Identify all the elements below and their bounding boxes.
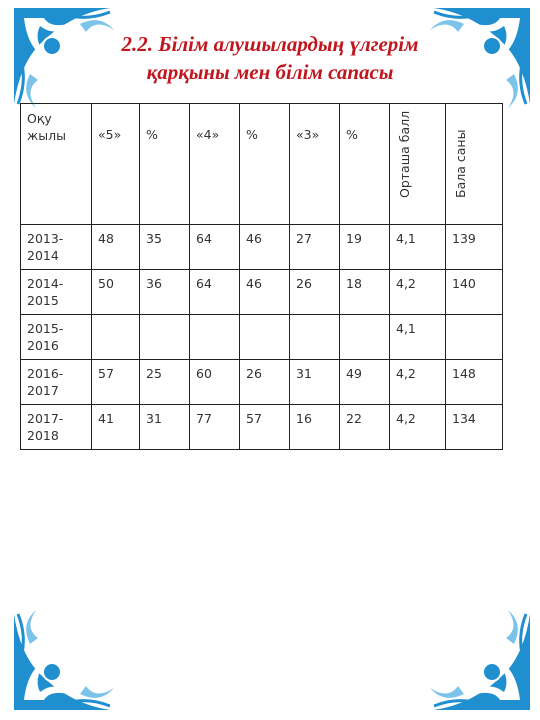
value-cell: 46 [240,270,290,315]
value-cell: 16 [290,405,340,450]
value-cell: 60 [190,360,240,405]
page-title-line-1: 2.2. Білім алушылардың үлгерім [121,32,419,56]
header-cell: % [240,104,290,225]
value-cell [446,315,503,360]
value-cell: 31 [290,360,340,405]
value-cell: 41 [92,405,140,450]
table-row [21,315,503,360]
value-cell: 4,2 [390,360,446,405]
table-row [21,270,503,315]
value-cell: 57 [92,360,140,405]
value-cell: 26 [240,360,290,405]
value-cell: 26 [290,270,340,315]
value-cell [340,315,390,360]
header-cell-vertical [446,104,503,225]
year-cell: 2016-2017 [21,360,92,405]
value-cell: 140 [446,270,503,315]
value-cell: 27 [290,225,340,270]
header-cell: «4» [190,104,240,225]
ornament-corner-bottom-left [10,604,120,714]
value-cell: 46 [240,225,290,270]
value-cell: 134 [446,405,503,450]
value-cell: 48 [92,225,140,270]
value-cell [240,315,290,360]
value-cell: 19 [340,225,390,270]
ornament-icon [10,604,120,714]
year-cell: 2014-2015 [21,270,92,315]
table-row [21,360,503,405]
value-cell: 148 [446,360,503,405]
header-cell: % [140,104,190,225]
value-cell: 4,2 [390,405,446,450]
value-cell: 4,1 [390,315,446,360]
value-cell: 49 [340,360,390,405]
header-cell-vertical [390,104,446,225]
header-vertical-text: Орташа балл [397,110,412,198]
year-cell: 2017-2018 [21,405,92,450]
header-cell: Оқу жылы [21,104,92,225]
value-cell [190,315,240,360]
ornament-icon [424,604,534,714]
header-cell: «5» [92,104,140,225]
value-cell: 139 [446,225,503,270]
performance-table [20,103,503,450]
value-cell: 25 [140,360,190,405]
table-header-row [21,104,503,225]
header-vertical-text: Бала саны [453,129,468,198]
value-cell [92,315,140,360]
ornament-corner-bottom-right [424,604,534,714]
value-cell: 57 [240,405,290,450]
table-row [21,405,503,450]
header-cell: % [340,104,390,225]
page-title [90,30,450,86]
value-cell: 77 [190,405,240,450]
value-cell: 64 [190,225,240,270]
value-cell: 35 [140,225,190,270]
value-cell: 64 [190,270,240,315]
value-cell: 50 [92,270,140,315]
value-cell: 4,1 [390,225,446,270]
value-cell: 36 [140,270,190,315]
value-cell: 18 [340,270,390,315]
value-cell: 22 [340,405,390,450]
year-cell: 2015-2016 [21,315,92,360]
table-row [21,225,503,270]
value-cell: 31 [140,405,190,450]
header-cell: «3» [290,104,340,225]
value-cell [290,315,340,360]
value-cell: 4,2 [390,270,446,315]
page-title-line-2: қарқыны мен білім сапасы [146,60,394,84]
value-cell [140,315,190,360]
year-cell: 2013-2014 [21,225,92,270]
